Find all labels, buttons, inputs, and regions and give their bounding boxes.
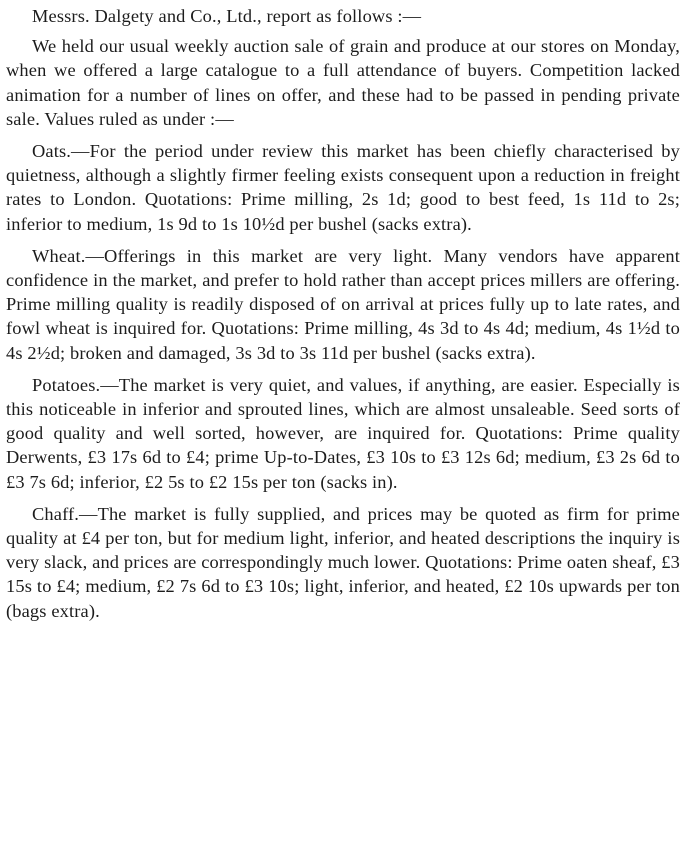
paragraph-intro: We held our usual weekly auction sale of grain and produce at our stores on Monday, when we offered a large catalogue to a full attendance of buyers. Competition lacked animation for a number of lines on offer, and these had to be passed in pending private sale. Values ruled as under :— <box>6 36 680 129</box>
paragraph-chaff: Chaff.—The market is fully supplied, and prices may be quoted as firm for prime quality at £4 per ton, but for medium light, inferior, and heated descriptions the inquiry is very slack, and prices are correspondingly much lower. Quotations: Prime oaten sheaf, £3 15s to £4; medium, £2 7s 6d to £3 10s; light, inferior, and heated, £2 10s upwards per ton (bags extra). <box>6 503 680 621</box>
report-heading: Messrs. Dalgety and Co., Ltd., report as follows :— <box>32 6 422 26</box>
paragraph-potatoes: Potatoes.—The market is very quiet, and values, if anything, are easier. Especially is this noticeable in inferior and sprouted lines, which are almost unsaleable. Seed sorts of good quality and well sorted, however, are inquired for. Quotations: Prime quality Derwents, £3 17s 6d to £4; prime Up-to-Dates, £3 10s to £3 12s 6d; medium, £3 2s 6d to £3 7s 6d; inferior, £2 5s to £2 15s per ton (sacks in). <box>6 374 680 492</box>
paragraph-oats: Oats.—For the period under review this market has been chiefly characterised by quietness, although a slightly firmer feeling exists consequent upon a reduction in freight rates to London. Quotations: Prime milling, 2s 1d; good to best feed, 1s 11d to 2s; inferior to medium, 1s 9d to 1s 10½d per bushel (sacks extra). <box>6 141 680 234</box>
paragraph-wheat: Wheat.—Offerings in this market are very light. Many vendors have apparent confidence in the market, and prefer to hold rather than accept prices millers are offering. Prime milling quality is readily disposed of on arrival at prices fully up to late rates, and fowl wheat is inquired for. Quotations: Prime milling, 4s 3d to 4s 4d; medium, 4s 1½d to 4s 2½d; broken and damaged, 3s 3d to 3s 11d per bushel (sacks extra). <box>6 245 680 363</box>
